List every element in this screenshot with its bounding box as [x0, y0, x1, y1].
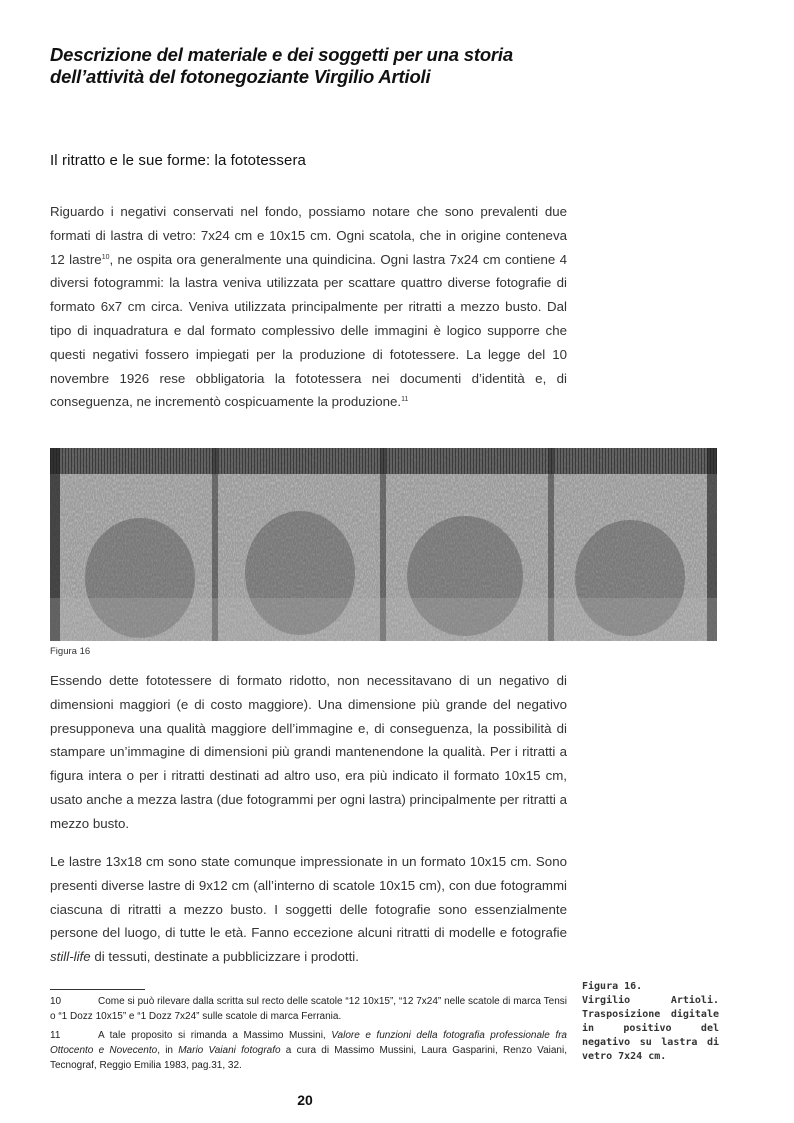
footnote-11: [50, 1028, 567, 1073]
paragraph-2: [50, 669, 567, 836]
footnote-italic-book: Mario Vaiani fotografo: [178, 1045, 281, 1056]
section-title: Il ritratto e le sue forme: la fototessera: [50, 152, 306, 169]
footnote-text-mid: , in: [157, 1045, 179, 1056]
footnote-ref-10[interactable]: 10: [101, 253, 110, 261]
chapter-title-line-1: Descrizione del materiale e dei soggetti per una storia: [50, 44, 513, 65]
footnote-10: [50, 994, 567, 1024]
paragraph-3-italic: still-life: [50, 949, 91, 965]
footnote-divider: [50, 989, 145, 990]
footnote-ref-11[interactable]: 11: [401, 396, 409, 404]
paragraph-3-text-b: di tessuti, destinate a pubblicizzare i prodotti.: [90, 949, 359, 965]
footnote-text: Come si può rilevare dalla scritta sul recto delle scatole “12 10x15”, “12 7x24” nelle scatole di marca Tensi o “1 Dozz 10x15” e “1 Dozz 7x24” sulle scatole di marca Ferrania.: [50, 996, 567, 1022]
paragraph-2-text: Essendo dette fototessere di formato ridotto, non necessitavano di un negativo di dimensioni maggiori (e di costo maggiore). Una dimensione più grande del negativo presupponeva una qualità maggiore dell’immagine e, di conseguenza, la possibilità di stampare un’immagine di dimensioni più grandi mantenendone la qualità. Per i ritratti a figura intera o per i ritratti destinati ad altro uso, era più indicato il formato 10x15 cm, usato anche a mezza lastra (due fotogrammi per ogni lastra) principalmente per ritratti a mezzo busto.: [50, 673, 567, 831]
paragraph-1-text-a: Riguardo i negativi conservati nel fondo, possiamo notare che sono prevalenti due formati di lastra di vetro: 7x24 cm e 10x15 cm. Ogni scatola, che in origine conteneva 12 lastre: [50, 204, 567, 267]
figure-label: Figura 16: [50, 646, 91, 657]
footnote-italic-title: Valore e funzioni della fotografia professionale fra Ottocento e Novecento: [50, 1030, 567, 1056]
caption-text: Virgilio Artioli. Trasposizione digitale in positivo del negativo su lastra di vetro 7x24 cm.: [582, 995, 719, 1062]
chapter-header: [50, 44, 610, 88]
glass-plate-negative-image: [50, 448, 717, 641]
footnote-text-post: a cura di Massimo Mussini, Laura Gasparini, Renzo Vaiani, Tecnograf, Reggio Emilia 1983, pag.31, 32.: [50, 1045, 567, 1071]
figure-caption: [582, 980, 719, 1064]
chapter-title-line-2: dell’attività del fotonegoziante Virgilio Artioli: [50, 66, 431, 87]
paragraph-1: [50, 200, 567, 414]
paragraph-1-text-b: , ne ospita ora generalmente una quindicina. Ogni lastra 7x24 cm contiene 4 diversi fotogrammi: la lastra veniva utilizzata per scattare quattro diverse fotografie di formato 6x7 cm circa. Veniva utilizzata principalmente per ritratti a mezzo busto. Dal tipo di inquadratura e dal formato complessivo delle immagini è logico supporre che questi negativi fossero impiegati per la produzione di fototessere. La legge del 10 novembre 1926 rese obbligatoria la fototessera nei documenti d’identità e, di conseguenza, ne incrementò cospicuamente la produzione.: [50, 251, 568, 410]
footnote-number: 11: [50, 1030, 61, 1041]
figure-16-photo: [50, 448, 717, 641]
footnotes: [50, 994, 567, 1077]
footnote-number: 10: [50, 996, 62, 1007]
page-number: 20: [297, 1092, 313, 1108]
paragraph-3: [50, 850, 567, 969]
footnote-text-pre: A tale proposito si rimanda a Massimo Mussini,: [98, 1030, 332, 1041]
paragraph-3-text-a: Le lastre 13x18 cm sono state comunque impressionate in un formato 10x15 cm. Sono presenti diverse lastre di 9x12 cm (all’interno di scatole 10x15 cm), con due fotogrammi ciascuna di ritratti a mezzo busto. I soggetti delle fotografie sono essenzialmente persone del luogo, di tutte le età. Fanno eccezione alcuni ritratti di modelle e fotografie: [50, 854, 567, 941]
caption-title: Figura 16.: [582, 981, 643, 992]
